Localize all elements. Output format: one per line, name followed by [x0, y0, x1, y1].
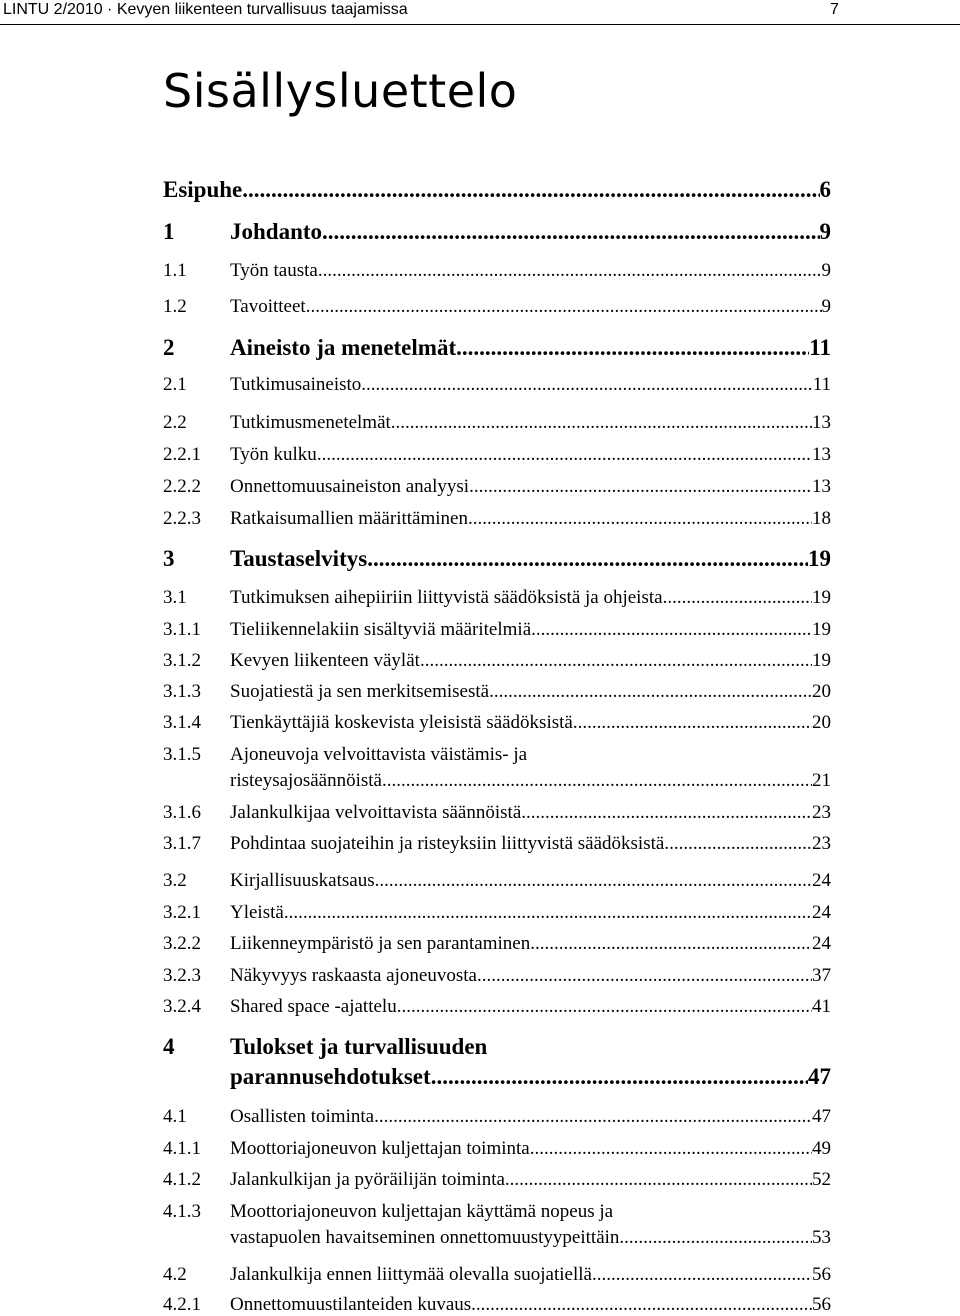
toc-entry-page: 24 — [812, 870, 831, 891]
toc-entry-page: 6 — [819, 177, 831, 202]
toc-entry-subsection[interactable] — [163, 833, 831, 855]
toc-entry-text: Tutkimuksen aihepiiriin liittyvistä säädöksistä ja ohjeista — [230, 587, 663, 608]
toc-entry-text: Aineisto ja menetelmät — [230, 335, 457, 360]
toc-entry-subsection[interactable] — [163, 1138, 831, 1160]
toc-entry-number: 3.2.1 — [163, 902, 201, 923]
toc-entry-page: 21 — [812, 770, 831, 791]
toc-entry-chapter[interactable] — [163, 546, 831, 572]
toc-entry-text: Jalankulkijan ja pyöräilijän toiminta — [230, 1169, 505, 1190]
toc-entry-subsection[interactable] — [163, 965, 831, 987]
toc-entry-number: 1.1 — [163, 260, 187, 281]
toc-dot-leader — [318, 260, 822, 282]
toc-entry-page: 9 — [821, 296, 831, 317]
toc-entry-section[interactable] — [163, 870, 831, 892]
toc-entry-text: Kirjallisuuskatsaus — [230, 870, 375, 891]
toc-entry-subsection[interactable] — [163, 996, 831, 1018]
toc-entry-subsection[interactable] — [163, 681, 831, 703]
toc-dot-leader — [391, 412, 812, 434]
toc-entry-number: 3.1.6 — [163, 802, 201, 823]
toc-entry-text: Tieliikennelakiin sisältyviä määritelmiä — [230, 619, 532, 640]
toc-dot-leader — [367, 546, 808, 572]
toc-entry-text: Liikenneympäristö ja sen parantaminen — [230, 933, 531, 954]
toc-entry-subsection[interactable] — [163, 712, 831, 734]
toc-entry-text: Jalankulkija ennen liittymää olevalla suojatiellä — [230, 1264, 592, 1285]
toc-entry-number: 4 — [163, 1034, 175, 1059]
toc-dot-leader — [530, 1138, 812, 1160]
toc-entry-subsection[interactable] — [163, 444, 831, 466]
toc-entry-text: Johdanto — [230, 219, 323, 244]
toc-entry-text: Kevyen liikenteen väylät — [230, 650, 420, 671]
toc-entry-number: 4.2.1 — [163, 1294, 201, 1315]
toc-entry-text: Ratkaisumallien määrittäminen — [230, 508, 468, 529]
toc-entry-page: 9 — [819, 219, 831, 244]
page-header — [0, 0, 960, 25]
toc-entry-number: 4.1.3 — [163, 1201, 201, 1222]
toc-entry-number: 3 — [163, 546, 175, 571]
toc-entry-subsection[interactable] — [163, 508, 831, 530]
toc-dot-leader — [284, 902, 812, 924]
toc-entry-number: 2.1 — [163, 374, 187, 395]
toc-entry-continuation[interactable] — [163, 1064, 831, 1090]
toc-entry-subsection[interactable] — [163, 650, 831, 672]
toc-entry-text: Tulokset ja turvallisuuden — [230, 1034, 488, 1059]
toc-dot-leader — [531, 619, 812, 641]
toc-entry-text: Pohdintaa suojateihin ja risteyksiin liittyvistä säädöksistä — [230, 833, 665, 854]
toc-entry-continuation[interactable] — [163, 1227, 831, 1249]
toc-dot-leader — [471, 1294, 812, 1316]
toc-entry-page: 47 — [812, 1106, 831, 1127]
toc-entry-number: 3.1.7 — [163, 833, 201, 854]
toc-entry-number: 2.2.1 — [163, 444, 201, 465]
toc-entry-number: 3.1.2 — [163, 650, 201, 671]
toc-entry-continuation[interactable] — [163, 770, 831, 792]
toc-dot-leader — [663, 587, 812, 609]
toc-entry-number: 3.1.5 — [163, 744, 201, 765]
toc-entry-text: Tutkimusmenetelmät — [230, 412, 391, 433]
toc-dot-leader — [619, 1227, 812, 1249]
toc-entry-text: Tavoitteet — [230, 296, 306, 317]
toc-entry-text: Tienkäyttäjiä koskevista yleisistä säädöksistä — [230, 712, 573, 733]
toc-entry-number: 2.2.2 — [163, 476, 201, 497]
toc-entry-page: 13 — [812, 444, 831, 465]
toc-entry-subsection[interactable] — [163, 619, 831, 641]
toc-entry-page: 11 — [812, 374, 831, 395]
toc-entry-text: Työn tausta — [230, 260, 318, 281]
toc-entry-page: 18 — [812, 508, 831, 529]
toc-entry-page: 13 — [812, 412, 831, 433]
toc-dot-leader — [468, 508, 812, 530]
toc-entry-number: 3.2 — [163, 870, 187, 891]
toc-entry-text: Työn kulku — [230, 444, 317, 465]
toc-entry-page: 24 — [812, 933, 831, 954]
toc-entry-number: 4.1 — [163, 1106, 187, 1127]
toc-entry-section[interactable] — [163, 374, 831, 396]
toc-entry-subsection[interactable] — [163, 744, 831, 766]
toc-entry-page: 19 — [812, 619, 831, 640]
toc-entry-subsection[interactable] — [163, 1169, 831, 1191]
running-header-title: LINTU 2/2010 · Kevyen liikenteen turvallisuus taajamissa — [3, 1, 408, 18]
toc-entry-text: vastapuolen havaitseminen onnettomuustyypeittäin — [230, 1227, 620, 1248]
page-number: 7 — [830, 1, 839, 18]
toc-dot-leader — [456, 335, 809, 361]
toc-entry-text: Taustaselvitys — [230, 546, 368, 571]
toc-entry-section[interactable] — [163, 296, 831, 318]
toc-entry-page: 20 — [812, 712, 831, 733]
toc-entry-text: Näkyvyys raskaasta ajoneuvosta — [230, 965, 477, 986]
toc-entry-page: 52 — [812, 1169, 831, 1190]
toc-entry-subsection[interactable] — [163, 476, 831, 498]
toc-dot-leader — [374, 1106, 812, 1128]
toc-entry-text: Tutkimusaineisto — [230, 374, 362, 395]
toc-entry-text: Esipuhe — [163, 177, 243, 202]
toc-entry-section[interactable] — [163, 412, 831, 434]
toc-entry-page: 41 — [812, 996, 831, 1017]
toc-entry-text: risteysajosäännöistä — [230, 770, 382, 791]
toc-entry-text: Moottoriajoneuvon kuljettajan toiminta — [230, 1138, 530, 1159]
toc-entry-number: 3.1 — [163, 587, 187, 608]
toc-dot-leader — [375, 870, 812, 892]
toc-entry-page: 47 — [808, 1064, 831, 1089]
toc-dot-leader — [530, 933, 812, 955]
page-title: Sisällysluettelo — [163, 64, 518, 118]
toc-entry-number: 2.2 — [163, 412, 187, 433]
toc-entry-page: 19 — [812, 587, 831, 608]
toc-dot-leader — [420, 650, 812, 672]
toc-entry-section[interactable] — [163, 587, 831, 609]
toc-entry-number: 3.2.2 — [163, 933, 201, 954]
toc-entry-number: 2.2.3 — [163, 508, 201, 529]
toc-dot-leader — [242, 177, 819, 203]
toc-entry-page: 53 — [812, 1227, 831, 1248]
toc-entry-text: Onnettomuustilanteiden kuvaus — [230, 1294, 472, 1315]
toc-dot-leader — [477, 965, 812, 987]
toc-entry-number: 3.2.3 — [163, 965, 201, 986]
toc-entry-text: Onnettomuusaineiston analyysi — [230, 476, 470, 497]
toc-entry-page: 23 — [812, 802, 831, 823]
toc-dot-leader — [317, 444, 812, 466]
toc-entry-chapter[interactable] — [163, 219, 831, 245]
toc-entry-number: 4.1.1 — [163, 1138, 201, 1159]
toc-entry-page: 23 — [812, 833, 831, 854]
toc-entry-number: 3.2.4 — [163, 996, 201, 1017]
toc-entry-number: 4.1.2 — [163, 1169, 201, 1190]
toc-entry-page: 20 — [812, 681, 831, 702]
toc-entry-number: 1.2 — [163, 296, 187, 317]
toc-entry-subsection[interactable] — [163, 933, 831, 955]
toc-entry-number: 1 — [163, 219, 175, 244]
toc-dot-leader — [592, 1264, 812, 1286]
toc-entry-text: Moottoriajoneuvon kuljettajan käyttämä nopeus ja — [230, 1201, 614, 1222]
toc-dot-leader — [664, 833, 812, 855]
toc-dot-leader — [505, 1169, 812, 1191]
toc-entry-page: 9 — [821, 260, 831, 281]
toc-dot-leader — [573, 712, 812, 734]
toc-entry-text: Yleistä — [230, 902, 284, 923]
toc-entry-number: 3.1.3 — [163, 681, 201, 702]
toc-entry-section[interactable] — [163, 1106, 831, 1128]
toc-entry-preface[interactable] — [163, 177, 831, 203]
toc-entry-subsection[interactable] — [163, 1201, 831, 1223]
toc-entry-page: 13 — [812, 476, 831, 497]
toc-entry-section[interactable] — [163, 1264, 831, 1286]
toc-dot-leader — [306, 296, 822, 318]
toc-entry-text: parannusehdotukset — [230, 1064, 431, 1089]
toc-entry-page: 24 — [812, 902, 831, 923]
toc-entry-number: 3.1.4 — [163, 712, 201, 733]
toc-entry-subsection[interactable] — [163, 1294, 831, 1316]
toc-entry-text: Jalankulkijaa velvoittavista säännöistä — [230, 802, 522, 823]
toc-entry-page: 19 — [808, 546, 831, 571]
toc-dot-leader — [521, 802, 812, 824]
toc-entry-chapter[interactable] — [163, 335, 831, 361]
toc-entry-chapter[interactable] — [163, 1034, 831, 1060]
toc-entry-page: 56 — [812, 1264, 831, 1285]
toc-dot-leader — [489, 681, 812, 703]
toc-entry-page: 37 — [812, 965, 831, 986]
toc-entry-text: Osallisten toiminta — [230, 1106, 375, 1127]
toc-dot-leader — [397, 996, 812, 1018]
toc-entry-subsection[interactable] — [163, 802, 831, 824]
toc-dot-leader — [361, 374, 812, 396]
toc-entry-number: 2 — [163, 335, 175, 360]
toc-dot-leader — [322, 219, 819, 245]
toc-entry-number: 3.1.1 — [163, 619, 201, 640]
toc-entry-text: Ajoneuvoja velvoittavista väistämis- ja — [230, 744, 528, 765]
toc-entry-section[interactable] — [163, 260, 831, 282]
toc-dot-leader — [382, 770, 812, 792]
toc-entry-subsection[interactable] — [163, 902, 831, 924]
toc-entry-text: Suojatiestä ja sen merkitsemisestä — [230, 681, 490, 702]
toc-entry-page: 11 — [809, 335, 831, 360]
toc-entry-page: 56 — [812, 1294, 831, 1315]
toc-entry-page: 49 — [812, 1138, 831, 1159]
toc-dot-leader — [469, 476, 812, 498]
toc-dot-leader — [431, 1064, 808, 1090]
toc-entry-number: 4.2 — [163, 1264, 187, 1285]
toc-entry-page: 19 — [812, 650, 831, 671]
toc-entry-text: Shared space -ajattelu — [230, 996, 397, 1017]
